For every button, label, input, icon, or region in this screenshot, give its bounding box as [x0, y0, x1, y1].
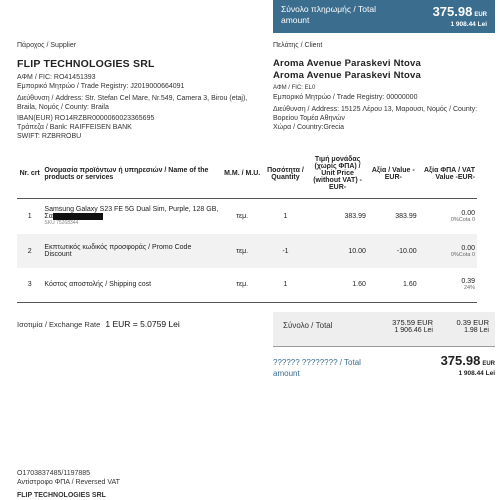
row-vat — [419, 198, 477, 234]
footer-ref: O1703837485/1197885 — [17, 470, 91, 477]
table-header-row — [17, 150, 477, 198]
summary-value-eur: 375.59 EUR — [392, 318, 433, 327]
summary-vat-block — [439, 318, 489, 334]
header-total-currency: EUR — [474, 12, 487, 18]
row-nr: 2 — [27, 247, 32, 255]
supplier-name: FLIP TECHNOLOGIES SRL — [17, 58, 155, 70]
exchange-rate-value: 1 EUR = 5.0759 Lei — [105, 319, 180, 329]
row-vat-value: 0.00 — [461, 244, 475, 252]
row-vat-note: 0%Cota 0 — [450, 251, 475, 258]
row-vat — [419, 268, 477, 302]
row-value: 383.99 — [395, 212, 417, 220]
client-name: Aroma Avenue Paraskevi Ntova — [273, 58, 421, 69]
grand-total-currency: EUR — [482, 361, 495, 367]
row-unit-price: 383.99 — [344, 212, 366, 220]
supplier-swift: SWIFT: RZBRROBU — [17, 133, 82, 140]
summary-value-block — [383, 318, 433, 334]
client-trade-registry: Εμπορικό Μητρώο / Trade Registry: 00000000 — [273, 94, 418, 101]
header-nr: Nr. crt — [17, 150, 42, 198]
header-total-box — [273, 0, 495, 33]
supplier-trade-registry: Εμπορικό Μητρώο / Trade Registry: J2019000664091 — [17, 83, 185, 90]
supplier-fic: ΑΦΜ / FIC: RO41451393 — [17, 74, 96, 81]
summary-box — [273, 312, 495, 346]
header-total-amount: 375.98 — [432, 4, 473, 19]
row-vat-note: 24% — [463, 285, 475, 292]
row-vat — [419, 234, 477, 268]
row-value: 1.60 — [403, 281, 417, 289]
header-total-label: Σύνολο πληρωμής / Total amount — [281, 4, 377, 25]
row-name: Κόστος αποστολής / Shipping cost — [44, 281, 152, 289]
row-vat-value: 0.39 — [461, 278, 475, 286]
client-country: Χώρα / Country:Grecia — [273, 124, 345, 131]
row-name: Εκπτωτικός κωδικός προσφοράς / Promo Code Discount — [44, 244, 192, 258]
supplier-bank: Τράπεζα / Bank: RAIFFEISEN BANK — [17, 124, 132, 131]
supplier-section-title: Πάροχος / Supplier — [17, 42, 77, 49]
summary-label: Σύνολο / Total — [283, 321, 333, 330]
client-name-secondary: Aroma Avenue Paraskevi Ntova — [273, 70, 421, 81]
row-nr: 3 — [27, 281, 32, 289]
row-unit-price: 10.00 — [348, 247, 366, 255]
grand-total-label: ?????? ???????? / Total amount — [273, 358, 361, 378]
header-unit-price: Τιμή μονάδας (χωρίς ΦΠΑ) / Unit Price (without VAT) -EUR- — [307, 150, 368, 198]
grand-total-converted: 1 908.44 Lei — [458, 370, 495, 377]
header-vat: Αξία ΦΠΑ / VAT Value -EUR- — [419, 150, 477, 198]
row-mu: τεμ. — [236, 247, 249, 255]
row-qty: -1 — [282, 247, 289, 255]
client-details — [273, 84, 495, 132]
header-qty: Ποσότητα / Quantity — [264, 150, 308, 198]
row-qty: 1 — [283, 212, 288, 220]
supplier-address: Διεύθυνση / Address: Str. Stefan Cel Mare, Nr.549, Camera 3, Birou (etaj), Braila, Νομός / County: Braila — [17, 95, 248, 111]
row-value: -10.00 — [396, 247, 417, 255]
header-total-amount-block — [433, 3, 487, 28]
summary-value-lei: 1 906.46 Lei — [394, 327, 433, 334]
footer-reverse-vat: Αντίστροφο ΦΠΑ / Reversed VAT — [17, 479, 120, 486]
row-vat-value: 0.00 — [461, 209, 475, 217]
header-total-converted: 1 908.44 Lei — [450, 21, 487, 28]
client-address: Διεύθυνση / Address: 15125 Λέρου 13, Μαρουσι, Νομός / County: Βορείου Τομέα Αθηνών — [273, 106, 478, 122]
client-fic: ΑΦΜ / FIC: EL0 — [273, 85, 316, 91]
supplier-details — [17, 73, 257, 141]
grand-total-amount: 375.98 — [440, 353, 481, 368]
row-sku: SKU 75268344 — [44, 220, 79, 227]
row-name-text: Samsung Galaxy S23 FE 5G Dual Sim, Purple, 128 GB, Σα — [44, 206, 219, 221]
row-unit-price: 1.60 — [352, 281, 366, 289]
table-row — [17, 234, 477, 268]
footer-block — [17, 469, 120, 500]
exchange-rate-label: Ισοτιμία / Exchange Rate — [17, 320, 101, 329]
supplier-iban: IBAN(EUR) RO14RZBR0000060023365695 — [17, 115, 155, 122]
redacted-block — [53, 213, 104, 220]
row-qty: 1 — [283, 281, 288, 289]
row-mu: τεμ. — [236, 212, 249, 220]
summary-vat-lei: 1.98 Lei — [464, 327, 489, 334]
grand-total-block — [441, 352, 495, 377]
row-vat-note: 0%Cota 0 — [450, 216, 475, 223]
footer-company: FLIP TECHNOLOGIES SRL — [17, 492, 106, 499]
client-section-title: Πελάτης / Client — [273, 42, 323, 49]
exchange-rate — [17, 320, 180, 329]
header-mu: Μ.Μ. / M.U. — [221, 150, 264, 198]
summary-divider — [273, 346, 495, 347]
items-table — [17, 150, 477, 303]
row-mu: τεμ. — [236, 281, 249, 289]
table-row — [17, 268, 477, 302]
header-name: Ονομασία προϊόντων ή υπηρεσιών / Name of the products or services — [42, 150, 220, 198]
row-name — [42, 198, 220, 234]
row-nr: 1 — [27, 212, 32, 220]
table-row — [17, 198, 477, 234]
summary-vat-eur: 0.39 EUR — [456, 318, 489, 327]
header-value: Αξία / Value -EUR- — [368, 150, 419, 198]
